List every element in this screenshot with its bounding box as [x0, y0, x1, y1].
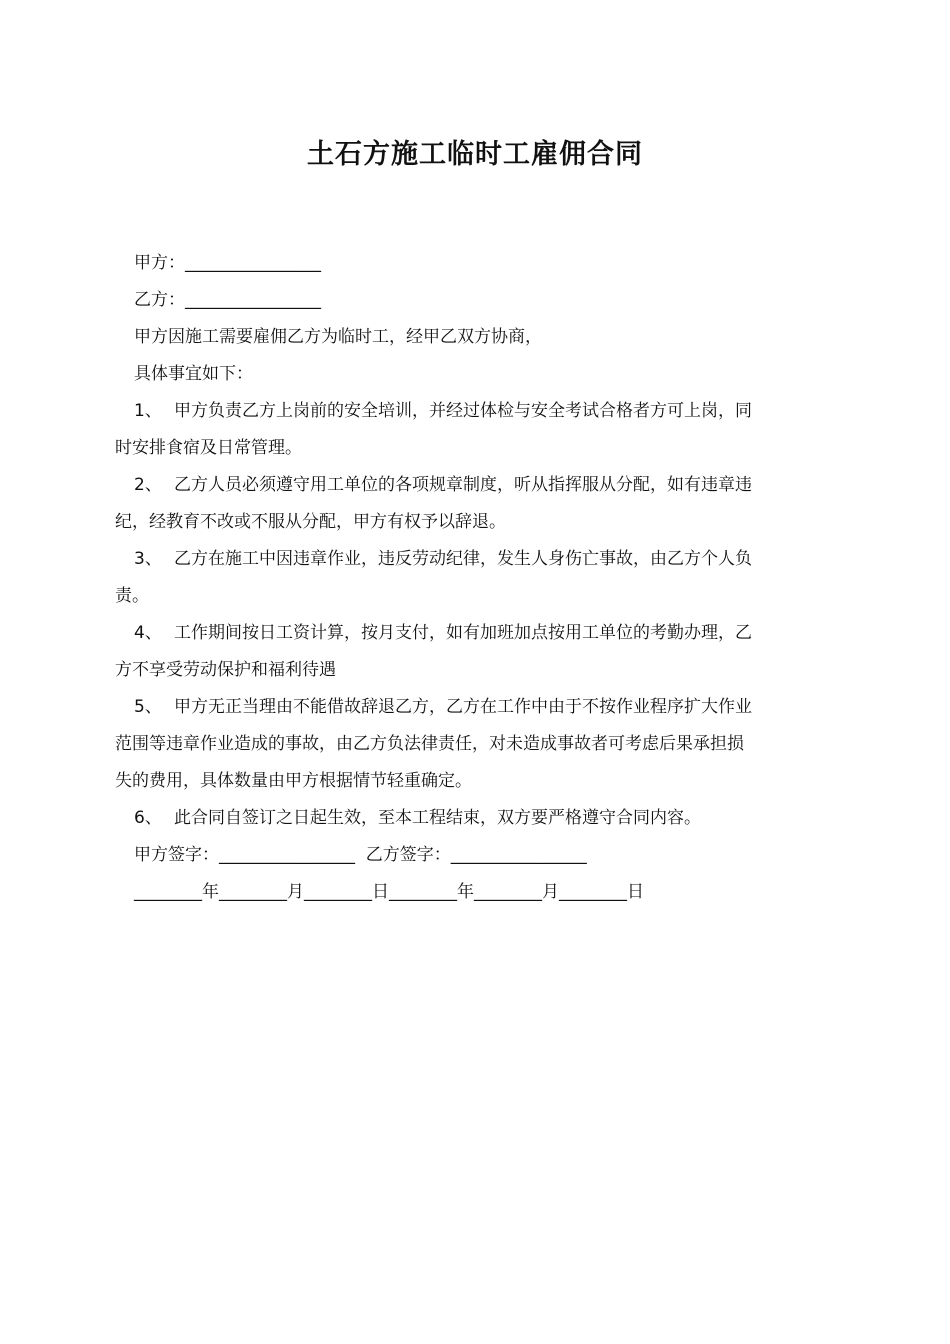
clause-2	[115, 472, 840, 546]
signature-line: 甲方签字：________________ 乙方签字：________________	[134, 845, 587, 865]
clause-number: 1、	[134, 401, 162, 421]
clause-number: 5、	[134, 697, 162, 717]
clause-text: 责。	[115, 586, 149, 606]
clause-4	[115, 620, 840, 694]
clause-number: 4、	[134, 623, 162, 643]
clause-number: 3、	[134, 549, 162, 569]
contract-body	[115, 250, 840, 916]
clause-text: 甲方负责乙方上岗前的安全培训，并经过体检与安全考试合格者方可上岗，同	[174, 401, 752, 421]
intro-line-2: 具体事宜如下：	[134, 364, 253, 384]
clause-text: 失的费用，具体数量由甲方根据情节轻重确定。	[115, 771, 472, 791]
clause-text: 乙方人员必须遵守用工单位的各项规章制度，听从指挥服从分配，如有违章违	[174, 475, 752, 495]
clause-text: 工作期间按日工资计算，按月支付，如有加班加点按用工单位的考勤办理，乙	[174, 623, 752, 643]
clause-1	[115, 398, 840, 472]
clause-number: 2、	[134, 475, 162, 495]
party-b-line: 乙方：________________	[134, 290, 321, 310]
clause-5	[115, 694, 840, 805]
clause-text: 方不享受劳动保护和福利待遇	[115, 660, 336, 680]
clause-number: 6、	[134, 808, 162, 828]
clause-text: 时安排食宿及日常管理。	[115, 438, 302, 458]
document-title: 土石方施工临时工雇佣合同	[307, 139, 643, 170]
clause-6	[115, 805, 840, 842]
clause-3	[115, 546, 840, 620]
clause-text: 范围等违章作业造成的事故，由乙方负法律责任，对未造成事故者可考虑后果承担损	[115, 734, 744, 754]
clause-text: 此合同自签订之日起生效，至本工程结束，双方要严格遵守合同内容。	[174, 808, 701, 828]
party-a-line: 甲方：________________	[134, 253, 321, 273]
date-line: ________年________月________日________年________月________日	[134, 882, 644, 902]
intro-line-1: 甲方因施工需要雇佣乙方为临时工，经甲乙双方协商，	[134, 327, 542, 347]
clause-text: 乙方在施工中因违章作业，违反劳动纪律，发生人身伤亡事故，由乙方个人负	[174, 549, 752, 569]
clause-text: 纪，经教育不改或不服从分配，甲方有权予以辞退。	[115, 512, 506, 532]
clause-text: 甲方无正当理由不能借故辞退乙方，乙方在工作中由于不按作业程序扩大作业	[174, 697, 752, 717]
